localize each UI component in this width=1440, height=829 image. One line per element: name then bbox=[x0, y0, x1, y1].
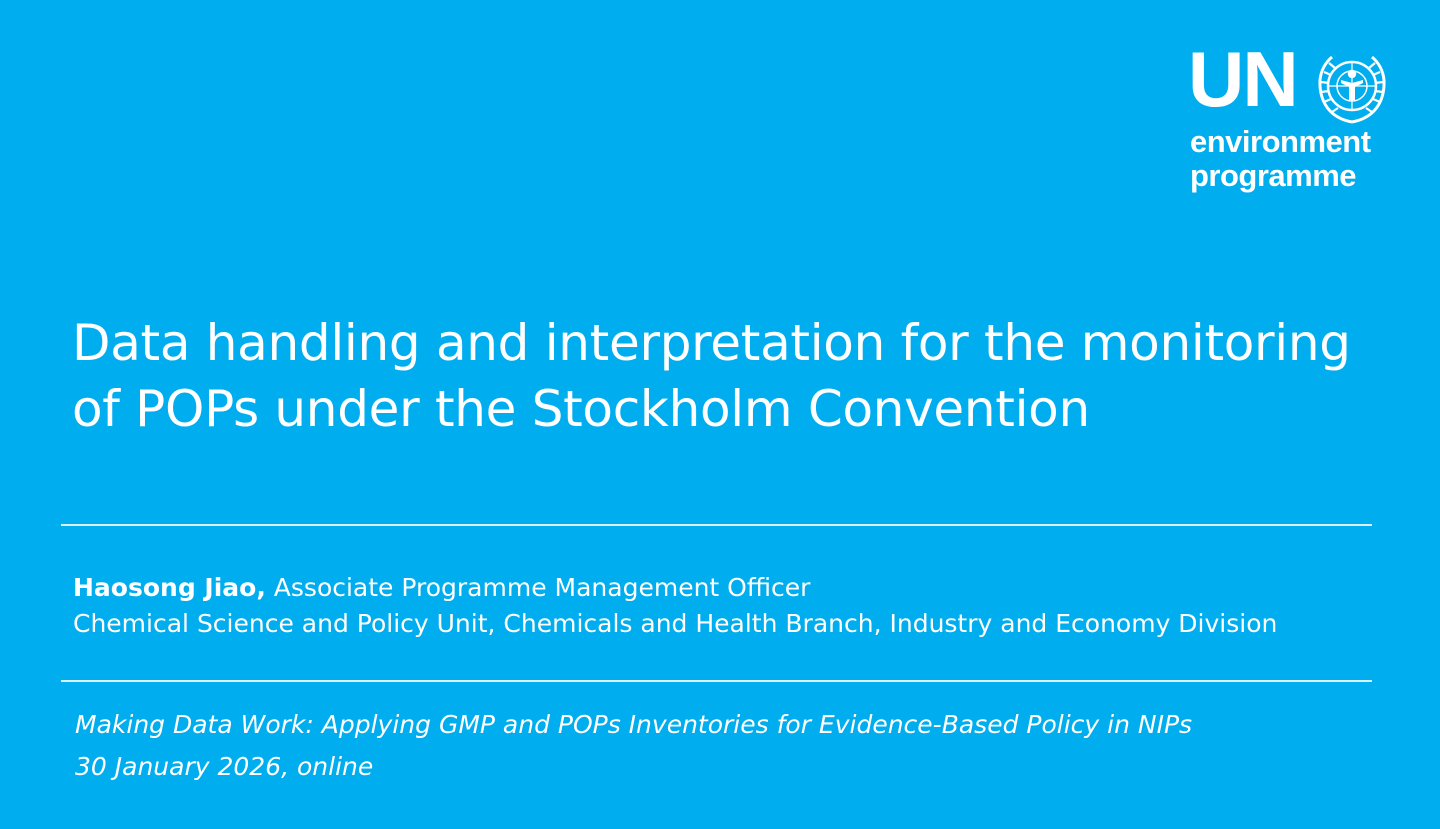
logo-programme-text: programme bbox=[1190, 158, 1357, 193]
slide-title bbox=[72, 310, 1392, 442]
presenter-unit: Chemical Science and Policy Unit, Chemicals and Health Branch, Industry and Economy Division bbox=[73, 609, 1278, 638]
divider-bottom bbox=[61, 680, 1372, 682]
title-line-2: of POPs under the Stockholm Convention bbox=[72, 380, 1090, 438]
title-line-1: Data handling and interpretation for the monitoring bbox=[72, 314, 1351, 372]
logo-environment-text: environment bbox=[1190, 124, 1371, 159]
event-date: 30 January 2026, online bbox=[75, 752, 374, 781]
presenter-name: Haosong Jiao, bbox=[73, 573, 266, 602]
presenter-role: Associate Programme Management Officer bbox=[265, 573, 811, 602]
presenter-block bbox=[73, 570, 1393, 642]
divider-top bbox=[61, 524, 1372, 526]
event-block bbox=[75, 704, 1395, 788]
unep-logo bbox=[1188, 35, 1392, 196]
presenter-line bbox=[73, 570, 1393, 606]
un-emblem-icon bbox=[1314, 50, 1390, 126]
logo-un-text: UN bbox=[1188, 35, 1297, 123]
event-name: Making Data Work: Applying GMP and POPs Inventories for Evidence-Based Policy in NIPs bbox=[75, 710, 1193, 739]
